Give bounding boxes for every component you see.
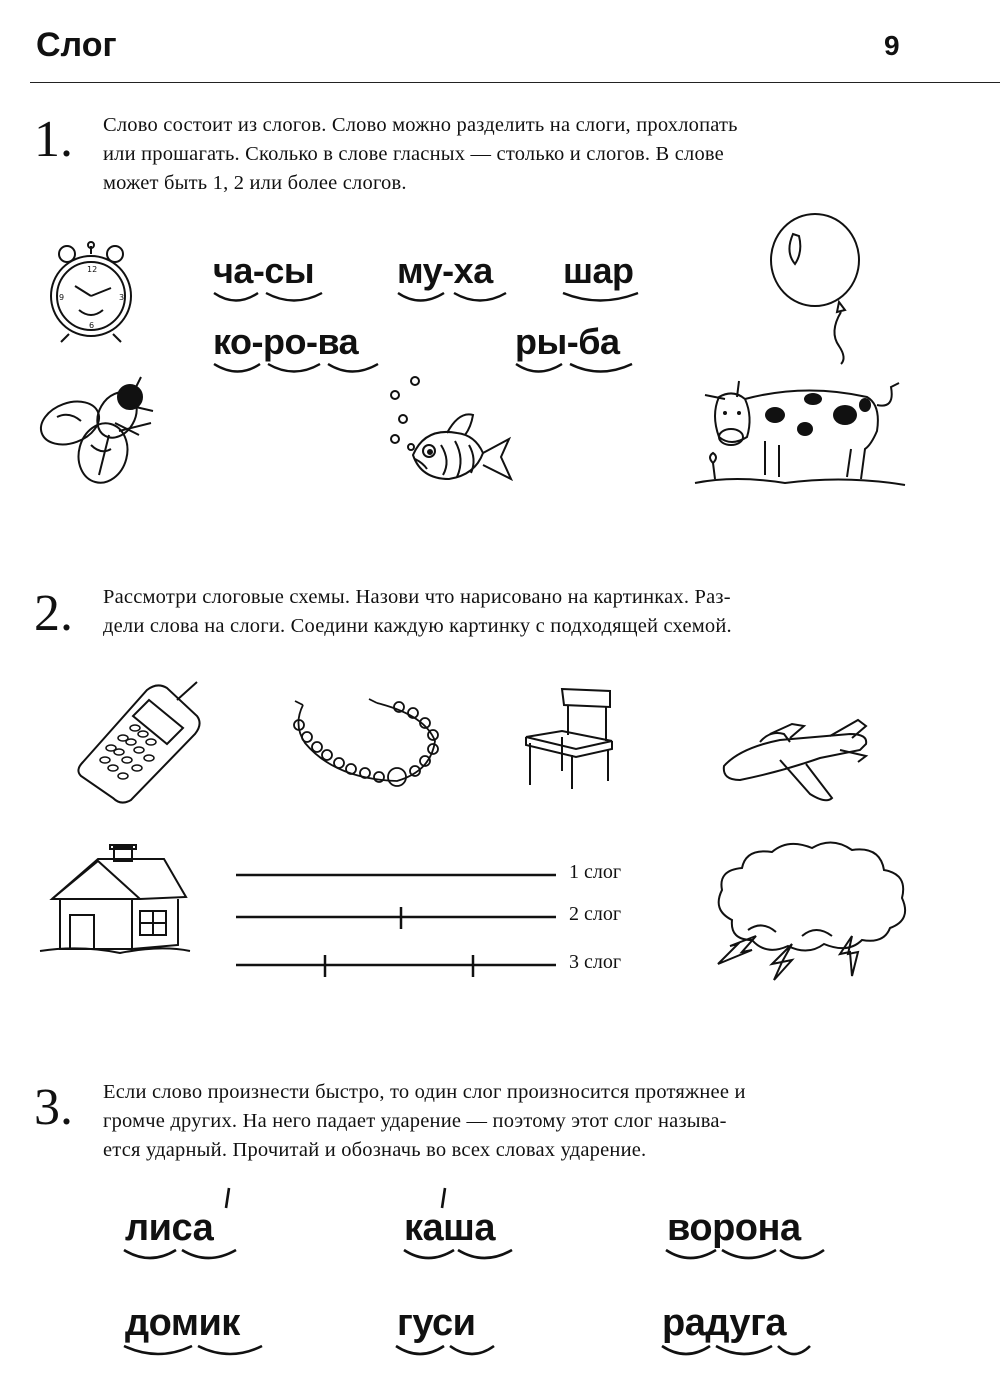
- syllable-arc: [666, 1250, 716, 1258]
- syllable-arc: [182, 1250, 236, 1258]
- svg-text:6: 6: [89, 321, 95, 330]
- word-shar: шар: [563, 250, 634, 291]
- word-gusi: гуси: [397, 1302, 476, 1344]
- word-mukha: му-ха: [397, 250, 493, 291]
- task3-line: громче других. На него падает ударение — поэтому этот слог называ-: [103, 1110, 727, 1132]
- syllable-arc: [780, 1250, 824, 1258]
- word-ryba: ры-ба: [515, 321, 620, 362]
- scheme-label-2: 2 слог: [569, 903, 622, 925]
- task1-line: Слово состоит из слогов. Слово можно разделить на слоги, прохлопать: [103, 114, 738, 136]
- syllable-arc: [662, 1346, 710, 1354]
- word-korova: ко-ро-ва: [213, 321, 359, 362]
- task1-number: 1.: [34, 111, 73, 168]
- task2-line: дели слова на слоги. Соедини каждую картинку с подходящей схемой.: [103, 615, 732, 637]
- word-raduga: радуга: [662, 1302, 787, 1344]
- word-domik: домик: [125, 1302, 240, 1344]
- syllable-arc: [124, 1250, 176, 1258]
- task3-line: Если слово произнести быстро, то один слог произносится протяжнее и: [103, 1081, 746, 1103]
- syllable-arc: [198, 1346, 262, 1354]
- task1-line: или прошагать. Сколько в слове гласных — столько и слогов. В слове: [103, 143, 724, 165]
- svg-text:3: 3: [119, 293, 125, 302]
- svg-text:9: 9: [59, 293, 65, 302]
- task1-line: может быть 1, 2 или более слогов.: [103, 172, 407, 194]
- syllable-arc: [778, 1346, 810, 1354]
- syllable-arc: [450, 1346, 494, 1354]
- task2-line: Рассмотри слоговые схемы. Назови что нарисовано на картинках. Раз-: [103, 586, 731, 608]
- task3-number: 3.: [34, 1079, 73, 1136]
- syllable-arc: [404, 1250, 454, 1258]
- svg-text:12: 12: [87, 265, 98, 274]
- word-chasy: ча-сы: [213, 250, 315, 291]
- word-kasha: каша: [404, 1207, 495, 1249]
- scheme-label-3: 3 слог: [569, 951, 622, 973]
- word-lisa: лиса: [125, 1207, 214, 1249]
- syllable-arc: [458, 1250, 512, 1258]
- word-vorona: ворона: [667, 1207, 801, 1249]
- task3-line: ется ударный. Прочитай и обозначь во всех словах ударение.: [103, 1139, 647, 1161]
- syllable-arc: [722, 1250, 776, 1258]
- syllable-arc: [716, 1346, 772, 1354]
- stress-mark: [442, 1188, 445, 1208]
- task2-number: 2.: [34, 585, 73, 642]
- syllable-arc: [124, 1346, 192, 1354]
- syllable-arc: [396, 1346, 444, 1354]
- page-title: Слог: [36, 26, 117, 64]
- scheme-label-1: 1 слог: [569, 861, 622, 883]
- stress-mark: [226, 1188, 229, 1208]
- page-number: 9: [884, 30, 900, 61]
